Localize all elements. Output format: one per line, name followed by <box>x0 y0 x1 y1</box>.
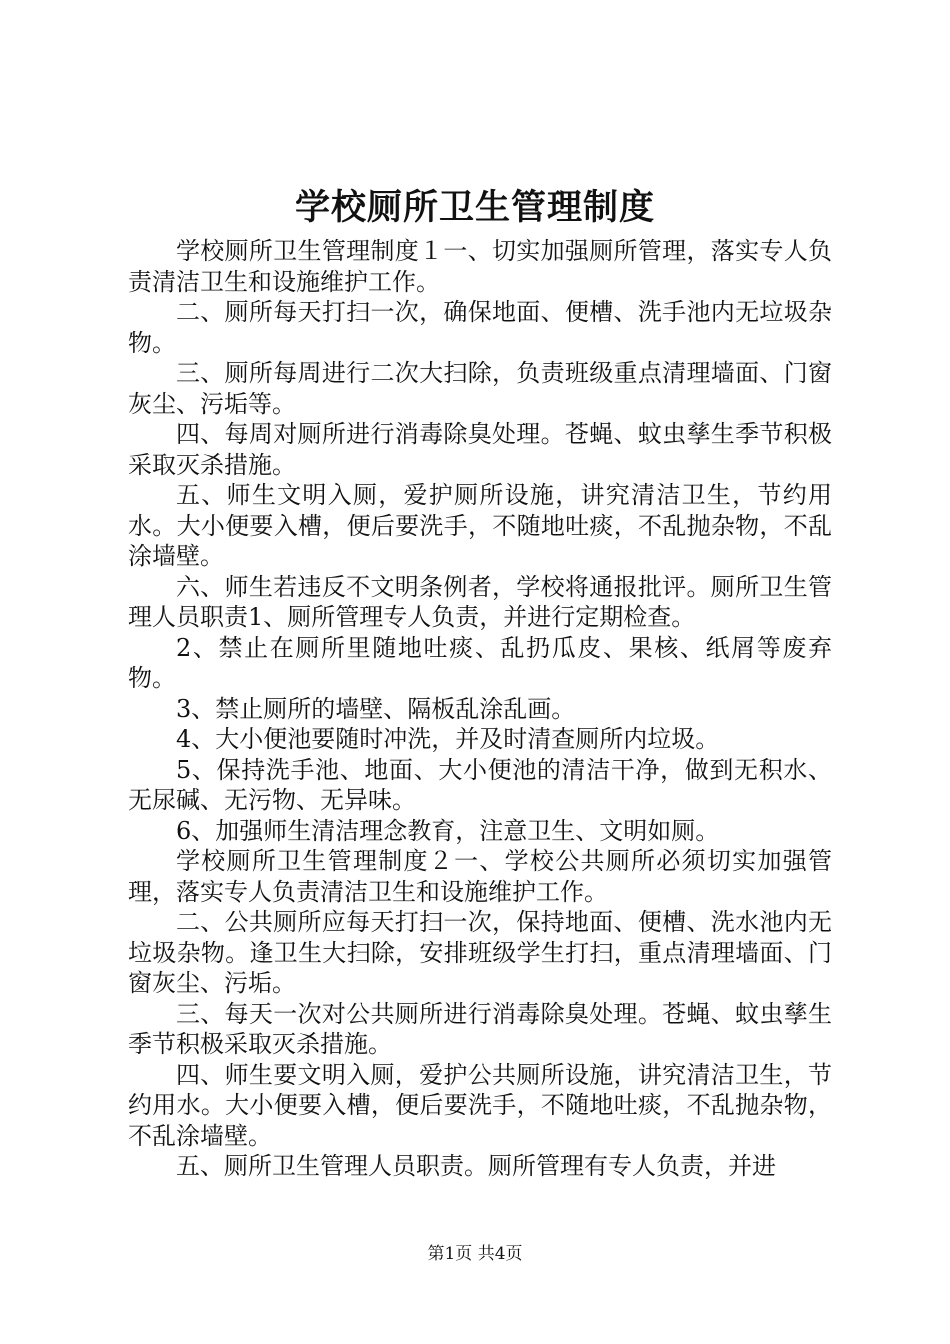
paragraph: 四、每周对厕所进行消毒除臭处理。苍蝇、蚊虫孳生季节积极采取灭杀措施。 <box>128 420 832 479</box>
paragraph: 三、厕所每周进行二次大扫除，负责班级重点清理墙面、门窗灰尘、污垢等。 <box>128 359 832 418</box>
paragraph: 二、厕所每天打扫一次，确保地面、便槽、洗手池内无垃圾杂物。 <box>128 298 832 357</box>
paragraph: 学校厕所卫生管理制度２一、学校公共厕所必须切实加强管理，落实专人负责清洁卫生和设施维护工作。 <box>128 847 832 906</box>
paragraph: 六、师生若违反不文明条例者，学校将通报批评。厕所卫生管理人员职责1、厕所管理专人负责，并进行定期检查。 <box>128 572 832 631</box>
document-title: 学校厕所卫生管理制度 <box>294 187 655 228</box>
paragraph: 三、每天一次对公共厕所进行消毒除臭处理。苍蝇、蚊虫孳生季节积极采取灭杀措施。 <box>128 999 832 1058</box>
paragraph: 5、保持洗手池、地面、大小便池的清洁干净，做到无积水、无尿碱、无污物、无异味。 <box>128 755 832 814</box>
paragraph: 五、厕所卫生管理人员职责。厕所管理有专人负责，并进 <box>176 1152 776 1180</box>
page-number-footer: 第1页 共4页 <box>427 1244 523 1264</box>
paragraph: 3、禁止厕所的墙壁、隔板乱涂乱画。 <box>176 694 576 723</box>
paragraph: 2、禁止在厕所里随地吐痰、乱扔瓜皮、果核、纸屑等废弃物。 <box>128 633 832 692</box>
paragraph: 学校厕所卫生管理制度１一、切实加强厕所管理，落实专人负责清洁卫生和设施维护工作。 <box>128 237 832 296</box>
document-body <box>128 236 832 1182</box>
paragraph: 四、师生要文明入厕，爱护公共厕所设施，讲究清洁卫生，节约用水。大小便要入槽，便后要洗手，不随地吐痰，不乱抛杂物，不乱涂墙壁。 <box>128 1060 832 1150</box>
paragraph: 6、加强师生清洁理念教育，注意卫生、文明如厕。 <box>176 816 720 845</box>
paragraph: 五、师生文明入厕，爱护厕所设施，讲究清洁卫生，节约用水。大小便要入槽，便后要洗手，不随地吐痰，不乱抛杂物，不乱涂墙壁。 <box>128 481 832 570</box>
paragraph: 二、公共厕所应每天打扫一次，保持地面、便槽、洗水池内无垃圾杂物。逢卫生大扫除，安排班级学生打扫，重点清理墙面、门窗灰尘、污垢。 <box>128 908 832 997</box>
paragraph: 4、大小便池要随时冲洗，并及时清查厕所内垃圾。 <box>176 725 720 753</box>
